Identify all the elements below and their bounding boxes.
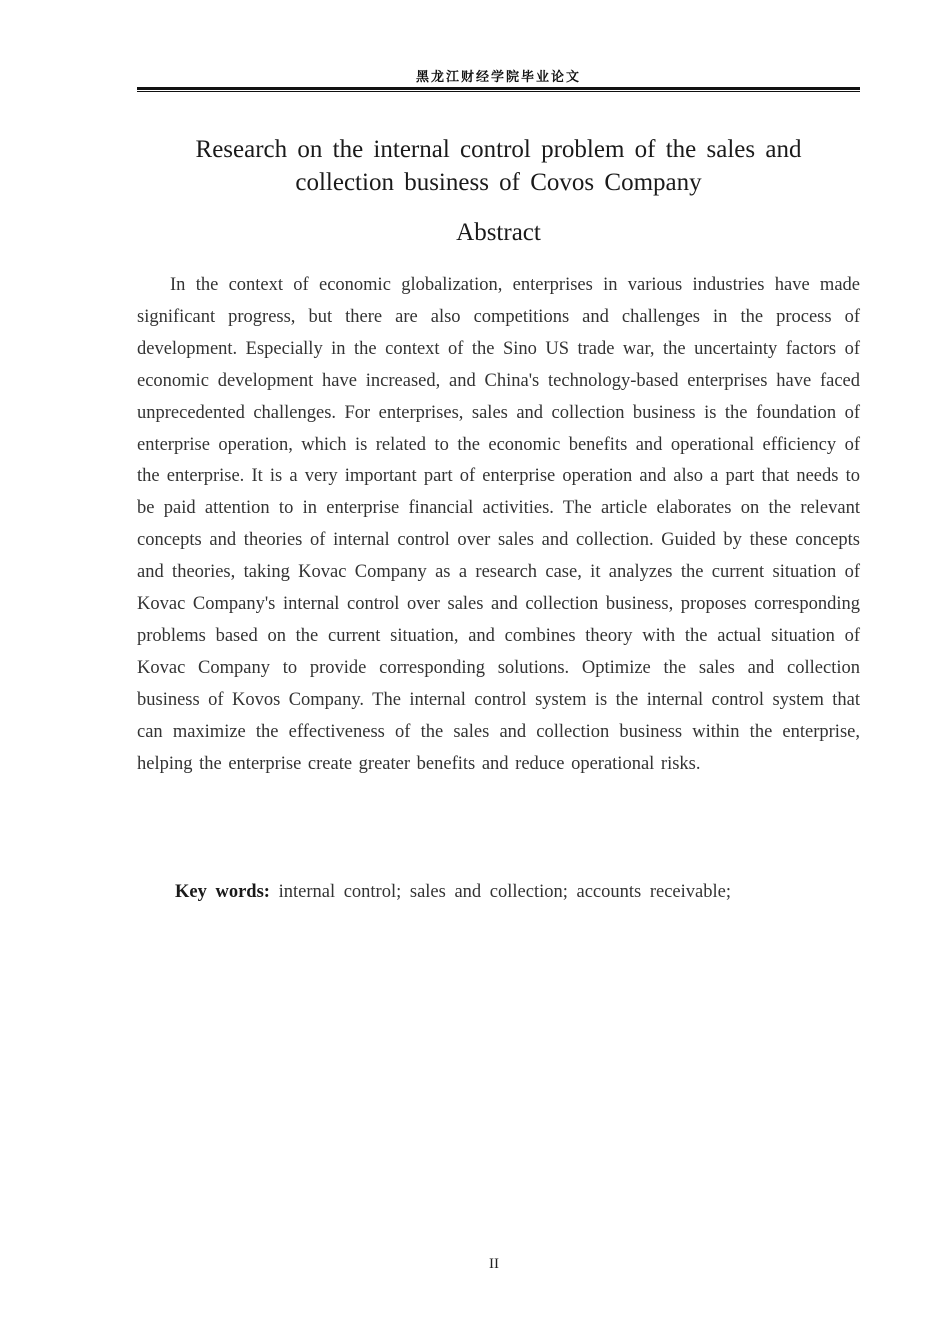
running-header: 黑龙江财经学院毕业论文 [415, 70, 581, 85]
keywords-label: Key words: [175, 882, 270, 902]
abstract-body: In the context of economic globalization, enterprises in various industries have made significant progress, but there are also competitions and challenges in the process of development. Especially in the context of the Sino US trade war, the uncertainty factors of economic development have increased, and China's technology-based enterprises have faced unprecedented challenges. For enterprises, sales and collection business is the foundation of enterprise operation, which is related to the economic benefits and operational efficiency of the enterprise. It is a very important part of enterprise operation and also a part that needs to be paid attention to in enterprise financial activities. The article elaborates on the relevant concepts and theories of internal control over sales and collection. Guided by these concepts and theories, taking Kovac Company as a research case, it analyzes the current situation of Kovac Company's internal control over sales and collection business, proposes corresponding problems based on the current situation, and combines theory with the actual situation of Kovac Company to provide corresponding solutions. Optimize the sales and collection business of Kovos Company. The internal control system is the internal control system that can maximize the effectiveness of the sales and collection business within the enterprise, helping the enterprise create greater benefits and reduce operational risks. [137, 275, 860, 774]
paper-title-line-2: collection business of Covos Company [295, 169, 702, 196]
keywords-line [175, 877, 860, 907]
page-number: II [489, 1256, 499, 1272]
abstract-heading: Abstract [456, 219, 541, 246]
header-rule [137, 87, 860, 92]
paper-title [137, 133, 860, 199]
paper-title-line-1: Research on the internal control problem of the sales and [195, 136, 802, 163]
keywords-text: internal control; sales and collection; accounts receivable; [278, 882, 731, 902]
